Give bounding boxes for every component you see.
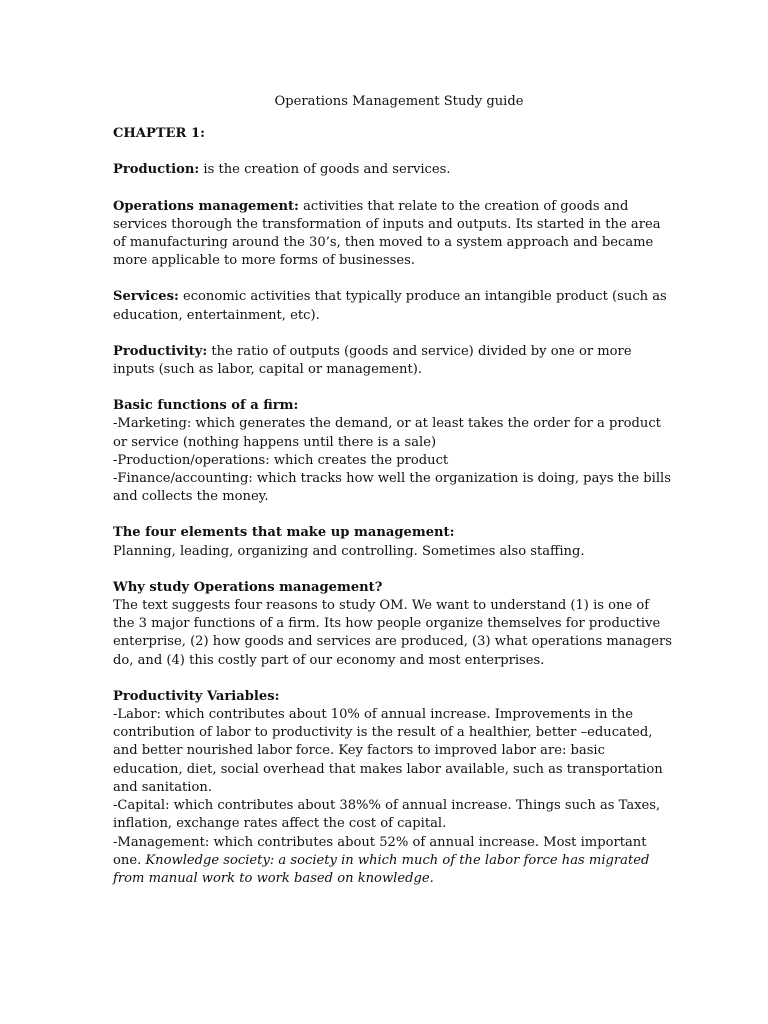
operations-management-term: Operations management:: [113, 198, 299, 214]
productivity-variables-heading: Productivity Variables:: [113, 688, 280, 704]
knowledge-society-definition: Knowledge society: a society in which much of the labor force has migrated from manual work to work based on knowledge.: [113, 852, 650, 886]
services-definition: [113, 288, 673, 324]
why-study-text: The text suggests four reasons to study OM. We want to understand (1) is one of the 3 major functions of a firm. Its how people organize themselves for productive enterprise, (2) how goods and services are produced, (3) what operations managers do, and (4) this costly part of our economy and most enterprises.: [113, 598, 672, 668]
operations-management-text: activities that relate to the creation of goods and services thorough the transformation of inputs and outputs. Its started in the area of manufacturing around the 30’s, then moved to a system approach and became more applicable to more forms of businesses.: [113, 198, 661, 269]
services-term: Services:: [113, 289, 179, 305]
productivity-variables-section: [113, 688, 673, 888]
productivity-variable-capital: -Capital: which contributes about 38%% of annual increase. Things such as Taxes, inflation, exchange rates affect the cost of capital.: [113, 798, 661, 832]
chapter-heading: CHAPTER 1:: [113, 126, 205, 142]
productivity-definition: [113, 343, 673, 379]
services-text: economic activities that typically produce an intangible product (such as education, entertainment, etc).: [113, 289, 667, 323]
basic-function-item-marketing: -Marketing: which generates the demand, or at least takes the order for a product or service (nothing happens until there is a sale): [113, 416, 661, 450]
document-title: Operations Management Study guide: [274, 94, 524, 109]
productivity-variable-labor: -Labor: which contributes about 10% of annual increase. Improvements in the contribution of labor to productivity is the result of a healthier, better –educated, and better nourished labor force. Key factors to improved labor are: basic education, diet, social overhead that makes labor available, such as transportation and sanitation.: [113, 707, 663, 795]
management-text: -Management: which contributes about 52% of annual increase. Most important one.: [113, 834, 647, 868]
document-page: [113, 93, 673, 906]
basic-function-item-finance: -Finance/accounting: which tracks how well the organization is doing, pays the bills and collects the money.: [113, 471, 671, 505]
productivity-text: the ratio of outputs (goods and service) divided by one or more inputs (such as labor, capital or management).: [113, 343, 632, 378]
four-elements-text: Planning, leading, organizing and controlling. Sometimes also staffing.: [113, 543, 585, 559]
basic-functions-section: [113, 397, 673, 506]
productivity-term: Productivity:: [113, 343, 208, 359]
basic-function-item-production: -Production/operations: which creates the product: [113, 452, 449, 468]
four-elements-section: [113, 524, 673, 560]
why-study-heading: Why study Operations management?: [113, 579, 383, 595]
productivity-variable-management: [113, 834, 673, 889]
operations-management-definition: [113, 198, 673, 271]
basic-functions-heading: Basic functions of a firm:: [113, 398, 299, 414]
production-definition: [113, 161, 673, 179]
production-text: is the creation of goods and services.: [199, 162, 451, 178]
production-term: Production:: [113, 162, 200, 178]
why-study-section: [113, 579, 673, 670]
four-elements-heading: The four elements that make up management:: [113, 525, 455, 541]
